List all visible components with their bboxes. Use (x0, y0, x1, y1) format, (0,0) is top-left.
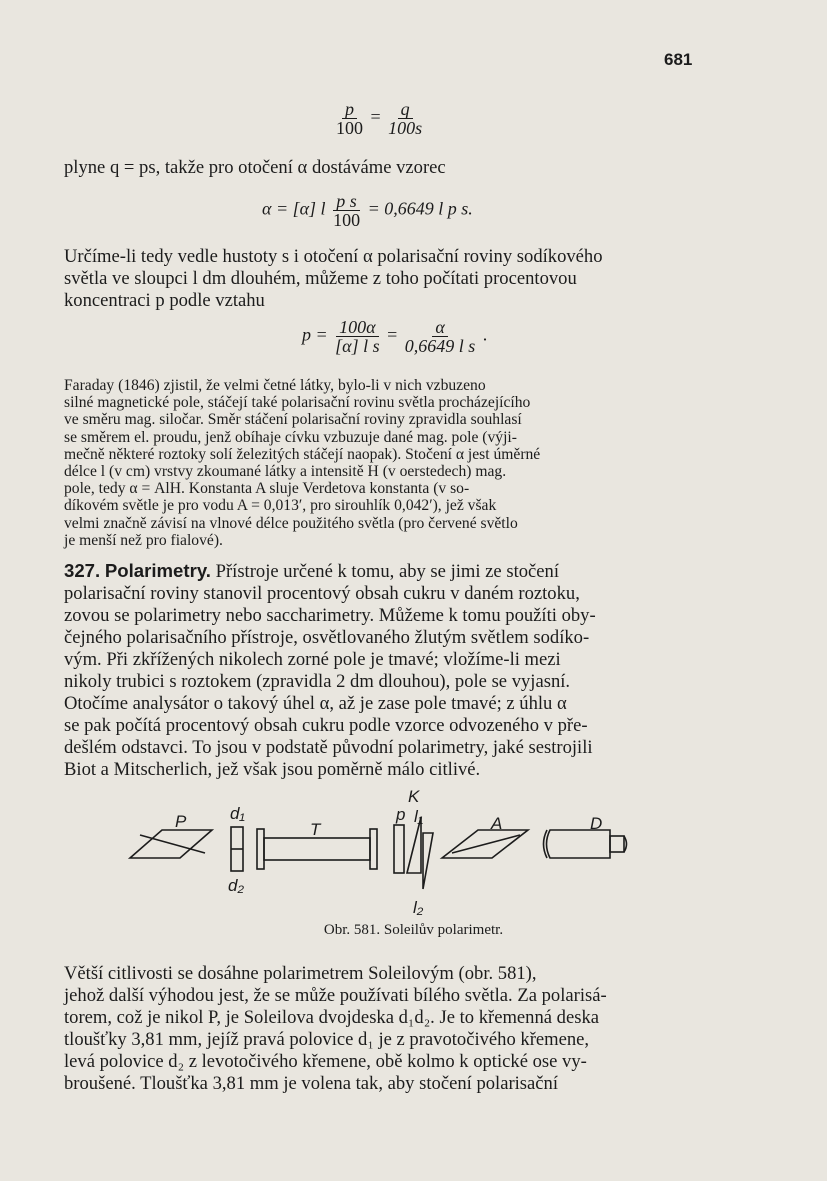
tube-right-cap (370, 829, 377, 869)
section-327: 327. Polarimetry. Přístroje určené k tomu, aby se jimi ze stočení polarisační roviny stanovil procentový obsah cukru v daném roztoku, zovou se polarimetry nebo saccharimetry. Můžeme k tomu použíti oby- čejného polarisačního přístroje, osvětlovaného žlutým světlem sodíko- vým. Při zkřížených nikolech zorné pole je tmavé; vložíme-li mezi nikoly trubici s roztokem (zpravidla 2 dm dlouhou), pole se vyjasní. Otočíme analysátor o takový úhel α, až je zase pole tmavé; z úhlu α se pak počítá procentový obsah cukru podle vzorce odvozeného v pře- dešlém odstavci. To jsou v podstatě původní polarimetry, jaké sestrojili Biot a Mitscherlich, jež však jsou poměrně málo citlivé. (64, 560, 596, 780)
section-title: Polarimetry. (104, 560, 211, 581)
label-l1: l₁ (414, 807, 424, 826)
telescope-eyepiece (610, 836, 624, 852)
label-l2: l₂ (413, 898, 424, 915)
paragraph-soleil: Větší citlivosti se dosáhne polarimetrem Soleilovým (obr. 581), jehož další výhodou jest, že se může používati bílého světla. Za polarisá- torem, což je nikol P, je Soleilova dvojdeska d₁d₂. Je to křemenná deska tloušťky 3,81 mm, jejíž pravá polovice d₁ je z pravotočivého křemene, levá polovice d₂ z levotočivého křemene, obě kolmo k optické ose vy- broušené. Tloušťka 3,81 mm je volena tak, aby stočení polarisační (64, 963, 607, 1094)
equation-2: α = [α] l $\frac{\text{p s}}{100}$ = 0,6649 l p s. (262, 191, 473, 230)
faraday-paragraph: Faraday (1846) zjistil, že velmi četné látky, bylo-li v nich vzbuzeno silné magnetické pole, stáčejí také polarisační rovinu světla procházejícího ve směru mag. siločar. Směr stáčení polarisační roviny zpravidla souhlasí se směrem el. proudu, jenž obíhaje cívku vzbuzuje dané mag. pole (výji- mečně některé roztoky solí železitých stáčejí naopak). Stočení α jest úměrné délce l (v cm) vrstvy zkoumané látky a intensitě H (v oerstedech) mag. pole, tedy α = AlH. Konstanta A sluje Verdetova konstanta (v so- díkovém světle je pro vodu A = 0,013′, pro sirouhlík 0,042′), jež však velmi značně závisí na vlnové délce použitého světla (pro červené světlo je menší než pro fialové). (64, 377, 541, 549)
paragraph-1: Určíme-li tedy vedle hustoty s i otočení α polarisační roviny sodíkového světla ve sloupci l dm dlouhém, můžeme z toho počítati procentovou koncentraci p podle vztahu (64, 246, 603, 311)
tube-body (264, 838, 370, 860)
compensator-plate (394, 825, 404, 873)
intro-line: plyne q = ps, takže pro otočení α dostáváme vzorec (64, 157, 446, 178)
figure-caption: Obr. 581. Soleilův polarimetr. (323, 922, 504, 938)
page-number: 681 (664, 50, 693, 69)
label-P: P (175, 812, 187, 831)
tube-left-cap (257, 829, 264, 869)
equation-3: p = $\frac{100\alpha}{\text{[α] l s}}$ = $\frac{\alpha}{\text{0,6649 l s}}$ . (302, 317, 488, 356)
soleil-polarimeter-figure (110, 785, 670, 915)
label-K: K (408, 787, 420, 806)
label-A: A (491, 814, 503, 833)
label-p: p (396, 805, 406, 824)
telescope-body (547, 830, 611, 858)
section-number: 327. (64, 560, 101, 581)
label-d2: d₂ (228, 876, 244, 895)
label-d1: d₁ (230, 804, 245, 823)
label-D: D (590, 814, 603, 833)
label-T: T (310, 820, 321, 839)
wedge-l2 (423, 833, 433, 889)
equation-1: $\frac{p}{100}$ = $\frac{q}{100s}$ (336, 99, 423, 138)
